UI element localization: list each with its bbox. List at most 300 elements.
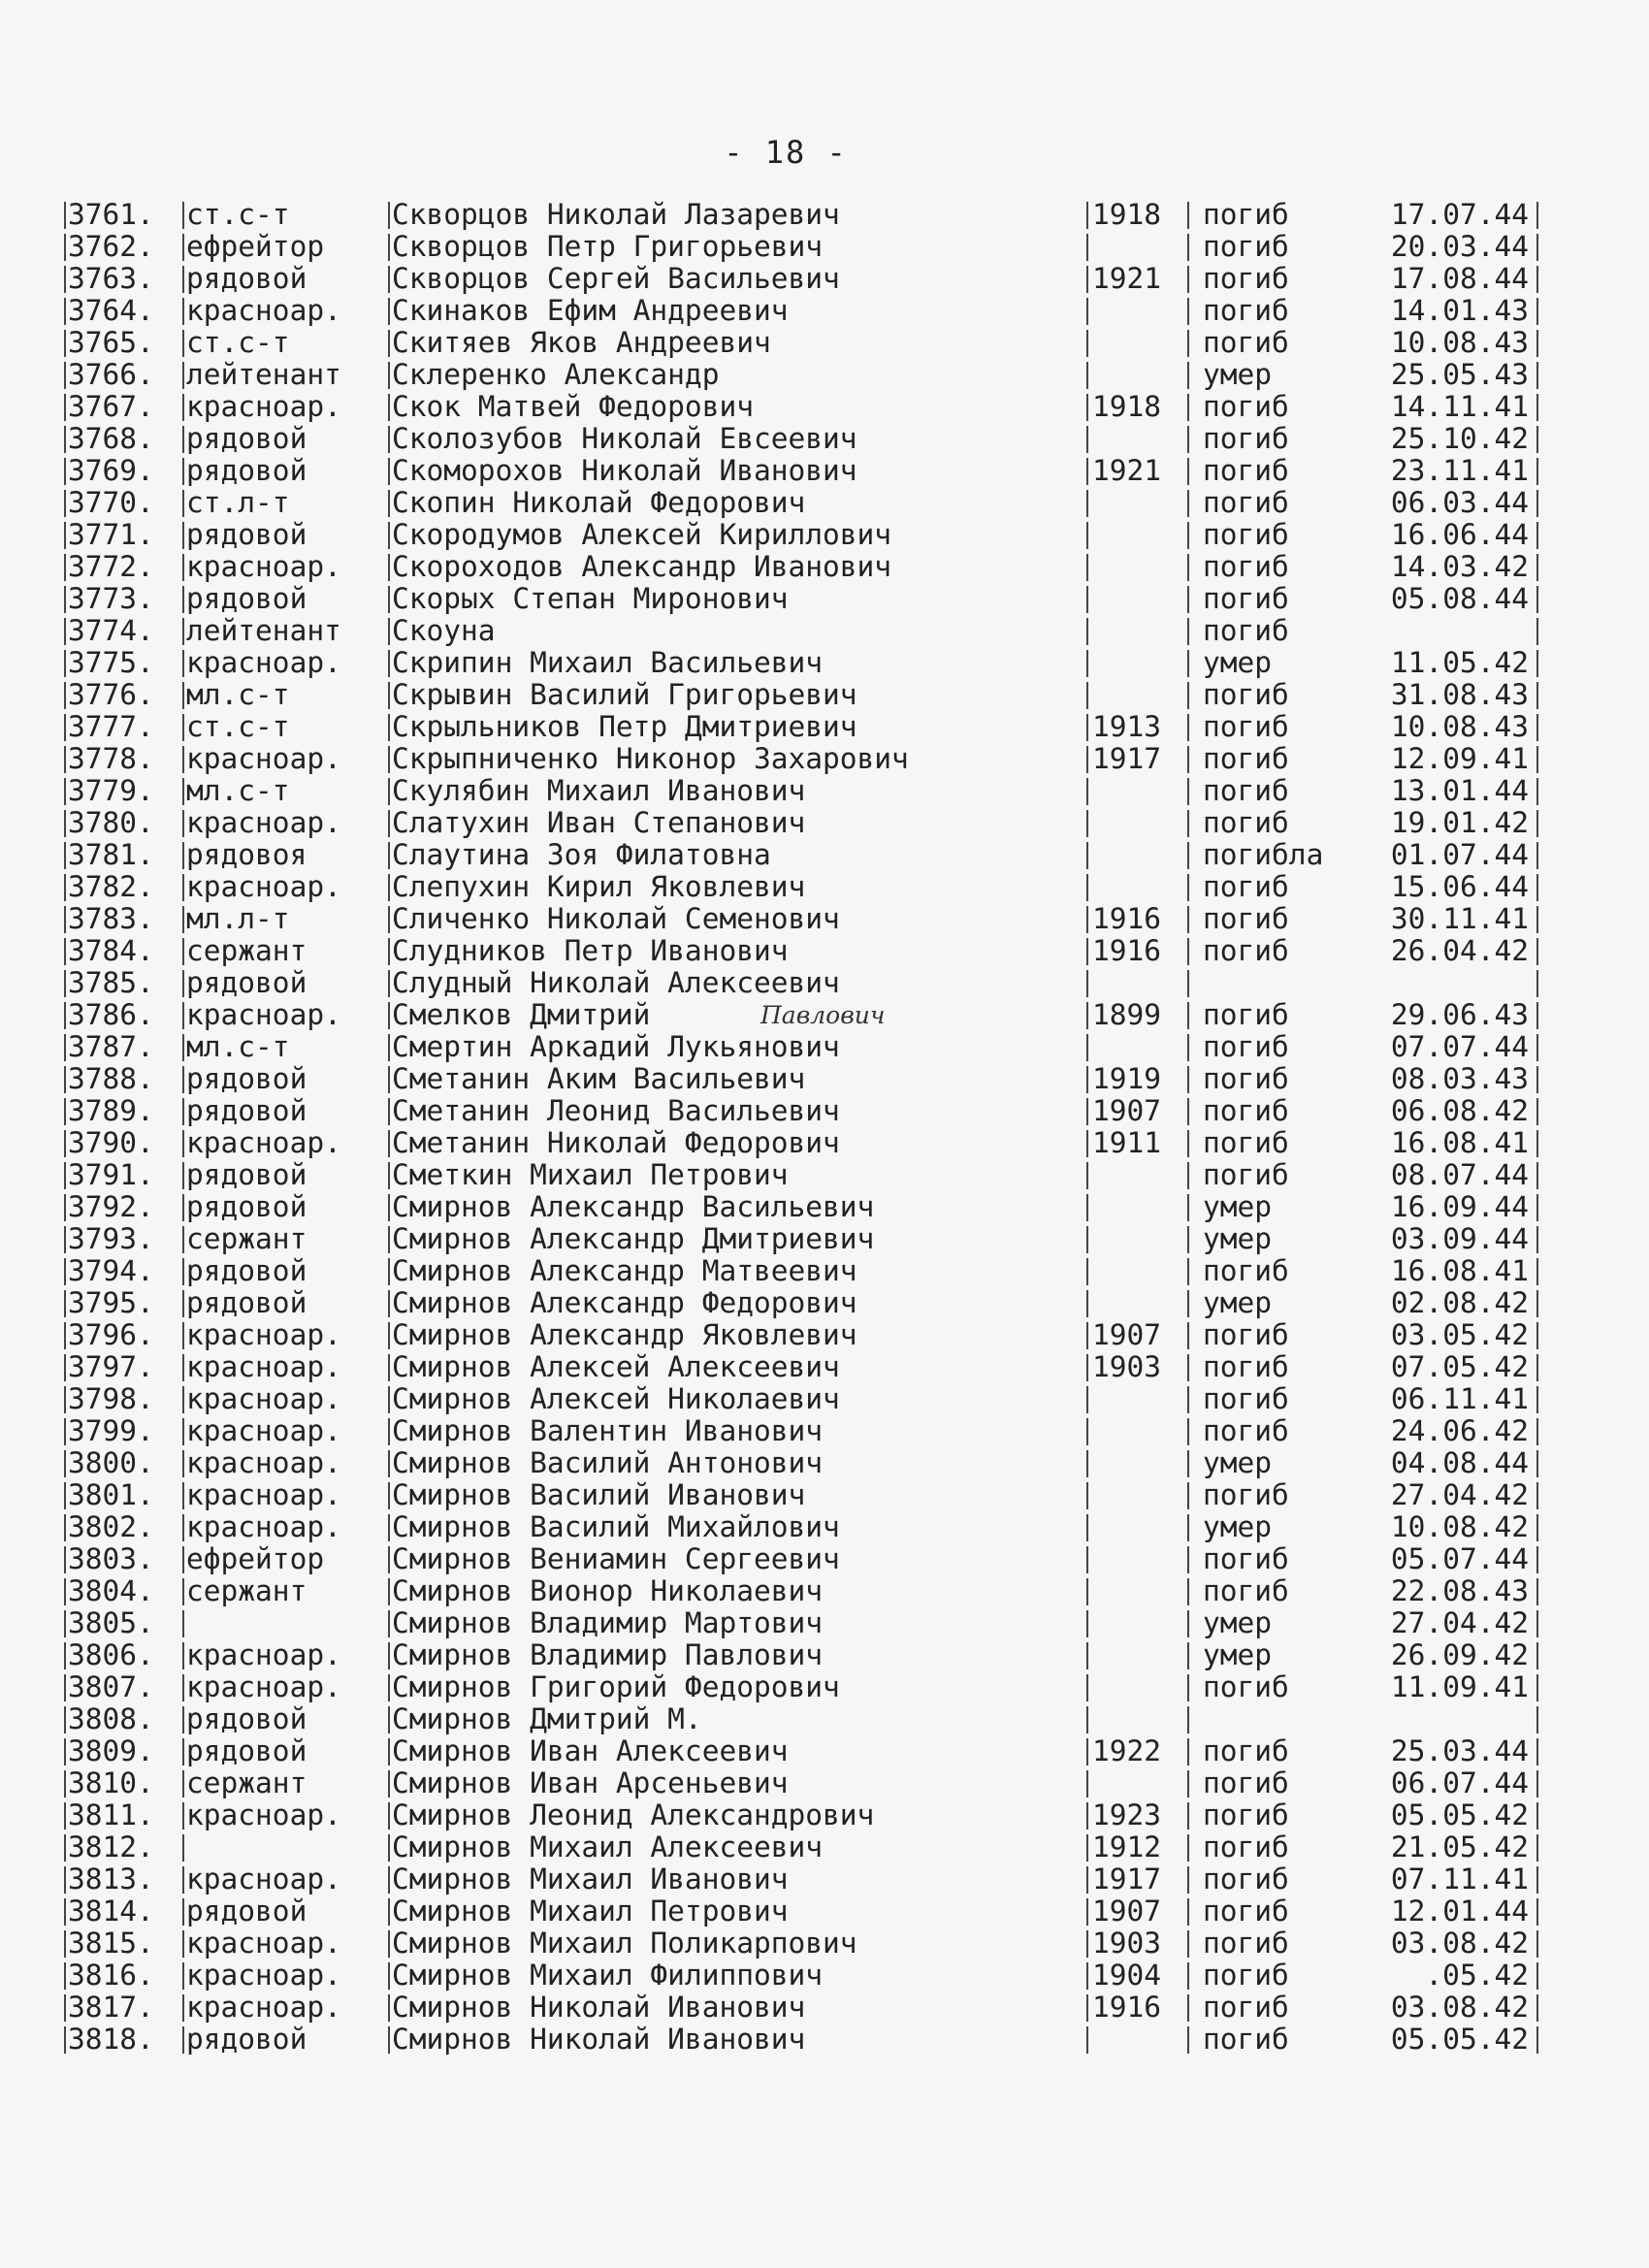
column-separator [1086,1706,1088,1733]
column-separator [1187,938,1189,965]
date: 12.09.41 [1390,742,1529,775]
column-separator [1536,1834,1538,1862]
full-name: Скородумов Алексей Кириллович [392,518,892,551]
column-separator [1187,1962,1189,1990]
date: 03.05.42 [1390,1318,1529,1351]
date: 07.11.41 [1390,1863,1529,1895]
status: погиб [1203,198,1289,231]
column-separator [388,1258,390,1285]
full-name: Скок Матвей Федорович [392,390,754,423]
date: 19.01.42 [1390,806,1529,839]
rank: красноар. [186,646,341,679]
list-row [64,1031,1548,1063]
column-separator [182,522,184,549]
column-separator [64,394,66,421]
record-number: 3796. [68,1318,154,1351]
column-separator [388,490,390,517]
full-name: Смирнов Валентин Иванович [392,1414,824,1447]
column-separator [1187,1098,1189,1125]
list-row [64,1095,1548,1127]
full-name: Сметкин Михаил Петрович [392,1158,789,1191]
rank: ст.л-т [186,486,290,519]
record-number: 3818. [68,2023,154,2056]
column-separator [1086,1066,1088,1093]
rank: красноар. [186,742,341,775]
column-separator [388,1674,390,1701]
rank: красноар. [186,1638,341,1671]
column-separator [1536,1866,1538,1894]
status: погиб [1203,326,1289,359]
column-separator [1086,522,1088,549]
column-separator [1086,1098,1088,1125]
full-name: Смирнов Алексей Алексеевич [392,1350,840,1383]
column-separator [1187,394,1189,421]
column-separator [1086,1898,1088,1926]
column-separator [1536,1962,1538,1990]
column-separator [1536,1642,1538,1669]
rank: мл.с-т [186,774,290,807]
date: 14.03.42 [1390,550,1529,583]
status: погиб [1203,1959,1289,1992]
birth-year: 1917 [1092,1863,1162,1895]
date: 06.07.44 [1390,1766,1529,1799]
column-separator [388,1962,390,1990]
column-separator [1086,1962,1088,1990]
column-separator [182,1642,184,1669]
full-name: Смирнов Иван Арсеньевич [392,1766,789,1799]
column-separator [182,1610,184,1637]
status: погиб [1203,998,1289,1031]
column-separator [1536,1130,1538,1157]
status: умер [1203,1286,1273,1319]
rank: рядовой [186,1734,307,1767]
full-name: Смирнов Михаил Филиппович [392,1959,824,1992]
column-separator [1536,1034,1538,1061]
record-number: 3769. [68,454,154,487]
column-separator [182,1098,184,1125]
list-row [64,903,1548,935]
list-row [64,871,1548,903]
birth-year: 1919 [1092,1062,1162,1095]
record-number: 3793. [68,1222,154,1255]
status: погиб [1203,1542,1289,1575]
column-separator [182,1002,184,1029]
record-number: 3788. [68,1062,154,1095]
date: 11.05.42 [1390,646,1529,679]
status: умер [1203,1606,1273,1639]
column-separator [1086,2026,1088,2054]
column-separator [1187,1578,1189,1605]
column-separator [64,1386,66,1413]
column-separator [64,1770,66,1798]
column-separator [1187,1770,1189,1798]
column-separator [388,1418,390,1445]
column-separator [1086,1418,1088,1445]
column-separator [1536,1194,1538,1221]
status: погиб [1203,902,1289,935]
column-separator [182,906,184,933]
record-number: 3791. [68,1158,154,1191]
status: погиб [1203,1831,1289,1863]
birth-year: 1907 [1092,1094,1162,1127]
record-number: 3792. [68,1190,154,1223]
column-separator [64,1546,66,1573]
column-separator [182,1674,184,1701]
full-name: Сметанин Леонид Васильевич [392,1094,840,1127]
date: 06.11.41 [1390,1382,1529,1415]
column-separator [388,458,390,485]
birth-year: 1918 [1092,198,1162,231]
column-separator [1086,1482,1088,1509]
date: 10.08.43 [1390,710,1529,743]
column-separator [1086,1034,1088,1061]
birth-year: 1907 [1092,1318,1162,1351]
column-separator [1086,234,1088,261]
birth-year: 1921 [1092,454,1162,487]
column-separator [1536,298,1538,325]
status: погиб [1203,710,1289,743]
rank: рядовой [186,1895,307,1928]
column-separator [388,426,390,453]
column-separator [1187,234,1189,261]
rank: красноар. [186,1318,341,1351]
column-separator [64,1258,66,1285]
column-separator [1086,330,1088,357]
rank: рядовой [186,1158,307,1191]
list-row [64,1799,1548,1831]
date: 03.08.42 [1390,1991,1529,2024]
column-separator [182,1898,184,1926]
column-separator [1086,394,1088,421]
record-number: 3813. [68,1863,154,1895]
column-separator [388,1610,390,1637]
status: погиб [1203,294,1289,327]
birth-year: 1916 [1092,902,1162,935]
column-separator [1086,362,1088,389]
column-separator [388,810,390,837]
date: 15.06.44 [1390,870,1529,903]
status: погиб [1203,1798,1289,1831]
casualty-list [64,199,1548,2056]
column-separator [64,586,66,613]
record-number: 3771. [68,518,154,551]
column-separator [388,1450,390,1477]
rank: рядовой [186,1286,307,1319]
column-separator [1086,1738,1088,1766]
column-separator [64,1130,66,1157]
column-separator [1086,490,1088,517]
column-separator [1086,1674,1088,1701]
column-separator [1536,1546,1538,1573]
date: 05.05.42 [1390,1798,1529,1831]
date: 23.11.41 [1390,454,1529,487]
column-separator [388,394,390,421]
column-separator [1187,586,1189,613]
full-name: Смирнов Александр Матвеевич [392,1254,857,1287]
column-separator [1187,490,1189,517]
column-separator [1536,266,1538,293]
column-separator [182,778,184,805]
record-number: 3790. [68,1126,154,1159]
column-separator [1187,266,1189,293]
list-row [64,1319,1548,1351]
record-number: 3770. [68,486,154,519]
column-separator [182,394,184,421]
column-separator [64,778,66,805]
record-number: 3780. [68,806,154,839]
column-separator [1086,810,1088,837]
rank: мл.с-т [186,678,290,711]
status: погиб [1203,1094,1289,1127]
column-separator [1536,1706,1538,1733]
column-separator [1187,298,1189,325]
column-separator [64,1994,66,2022]
column-separator [1086,1162,1088,1189]
column-separator [182,1770,184,1798]
column-separator [1536,1738,1538,1766]
column-separator [1086,1194,1088,1221]
column-separator [1086,650,1088,677]
list-row [64,1415,1548,1447]
column-separator [388,906,390,933]
date: 03.08.42 [1390,1927,1529,1960]
status: погиб [1203,230,1289,263]
column-separator [182,554,184,581]
date: 26.04.42 [1390,934,1529,967]
column-separator [388,1546,390,1573]
column-separator [64,1642,66,1669]
full-name: Смирнов Николай Иванович [392,2023,806,2056]
column-separator [1187,1322,1189,1349]
column-separator [182,1514,184,1541]
list-row [64,1928,1548,1960]
column-separator [388,1002,390,1029]
column-separator [1536,1098,1538,1125]
list-row [64,1575,1548,1607]
column-separator [1086,618,1088,645]
full-name: Смирнов Григорий Федорович [392,1670,840,1703]
column-separator [388,714,390,741]
column-separator [182,1450,184,1477]
column-separator [1187,1674,1189,1701]
status: погиб [1203,1734,1289,1767]
status: умер [1203,646,1273,679]
record-number: 3779. [68,774,154,807]
column-separator [1187,1418,1189,1445]
column-separator [1187,522,1189,549]
status: погиб [1203,1030,1289,1063]
list-row [64,1767,1548,1799]
column-separator [64,234,66,261]
column-separator [182,1322,184,1349]
record-number: 3776. [68,678,154,711]
column-separator [64,362,66,389]
list-row [64,1447,1548,1479]
column-separator [1086,1514,1088,1541]
column-separator [1187,650,1189,677]
column-separator [1086,970,1088,997]
column-separator [388,1034,390,1061]
list-row [64,551,1548,583]
column-separator [1536,1674,1538,1701]
column-separator [182,1802,184,1830]
status: погиб [1203,1062,1289,1095]
column-separator [1187,874,1189,901]
column-separator [182,362,184,389]
date: 02.08.42 [1390,1286,1529,1319]
date: 06.03.44 [1390,486,1529,519]
column-separator [1536,1802,1538,1830]
column-separator [182,330,184,357]
column-separator [1086,298,1088,325]
column-separator [1536,1322,1538,1349]
column-separator [1086,1578,1088,1605]
column-separator [388,682,390,709]
column-separator [1536,1226,1538,1253]
rank: мл.л-т [186,902,290,935]
column-separator [64,458,66,485]
column-separator [64,1738,66,1766]
column-separator [1536,1290,1538,1317]
column-separator [182,202,184,229]
column-separator [182,490,184,517]
column-separator [1187,682,1189,709]
column-separator [388,1578,390,1605]
list-row [64,807,1548,839]
record-number: 3817. [68,1991,154,2024]
column-separator [182,1738,184,1766]
column-separator [388,746,390,773]
rank: красноар. [186,390,341,423]
column-separator [64,1962,66,1990]
status: погиб [1203,1991,1289,2024]
date: 31.08.43 [1390,678,1529,711]
full-name: Сличенко Николай Семенович [392,902,840,935]
column-separator [388,1514,390,1541]
record-number: 3811. [68,1798,154,1831]
column-separator [1536,1258,1538,1285]
list-row [64,1063,1548,1095]
status: погиб [1203,2023,1289,2056]
column-separator [64,1802,66,1830]
rank: красноар. [186,998,341,1031]
list-row [64,1543,1548,1575]
status: умер [1203,1638,1273,1671]
date: 05.07.44 [1390,1542,1529,1575]
status: погиб [1203,774,1289,807]
rank: сержант [186,934,307,967]
full-name: Скрыльников Петр Дмитриевич [392,710,857,743]
list-row [64,839,1548,871]
column-separator [1187,1706,1189,1733]
column-separator [388,874,390,901]
rank: рядовой [186,966,307,999]
column-separator [1086,1834,1088,1862]
column-separator [182,746,184,773]
date: 07.05.42 [1390,1350,1529,1383]
column-separator [64,1930,66,1958]
date: 14.11.41 [1390,390,1529,423]
record-number: 3761. [68,198,154,231]
column-separator [1536,746,1538,773]
column-separator [1187,1930,1189,1958]
column-separator [1187,1386,1189,1413]
column-separator [1086,1386,1088,1413]
status: погиб [1203,678,1289,711]
column-separator [1187,1290,1189,1317]
column-separator [1086,938,1088,965]
date: 16.08.41 [1390,1126,1529,1159]
column-separator [182,1962,184,1990]
date: 25.05.43 [1390,358,1529,391]
column-separator [1086,842,1088,869]
list-row [64,1383,1548,1415]
column-separator [1086,1642,1088,1669]
full-name: Скоморохов Николай Иванович [392,454,857,487]
rank: рядовой [186,2023,307,2056]
status: погиб [1203,934,1289,967]
record-number: 3798. [68,1382,154,1415]
rank: ст.с-т [186,198,290,231]
list-row [64,327,1548,359]
rank: красноар. [186,550,341,583]
column-separator [1536,1770,1538,1798]
record-number: 3782. [68,870,154,903]
column-separator [1187,970,1189,997]
column-separator [1187,618,1189,645]
status: погиб [1203,1670,1289,1703]
column-separator [182,2026,184,2054]
column-separator [182,1162,184,1189]
status: погиб [1203,262,1289,295]
status: погиб [1203,1158,1289,1191]
status: умер [1203,1446,1273,1479]
rank: лейтенант [186,358,341,391]
column-separator [1187,1194,1189,1221]
column-separator [1536,970,1538,997]
full-name: Скоуна [392,614,496,647]
column-separator [64,810,66,837]
list-row [64,519,1548,551]
column-separator [182,1130,184,1157]
column-separator [64,746,66,773]
column-separator [1086,266,1088,293]
column-separator [1536,842,1538,869]
full-name: Смирнов Александр Яковлевич [392,1318,857,1351]
list-row [64,647,1548,679]
date: 04.08.44 [1390,1446,1529,1479]
status: умер [1203,1190,1273,1223]
column-separator [1086,202,1088,229]
record-number: 3765. [68,326,154,359]
list-row [64,583,1548,615]
record-number: 3801. [68,1478,154,1511]
full-name: Скороходов Александр Иванович [392,550,892,583]
record-number: 3789. [68,1094,154,1127]
column-separator [388,1802,390,1830]
column-separator [182,1706,184,1733]
column-separator [388,938,390,965]
list-row [64,743,1548,775]
column-separator [64,1066,66,1093]
full-name: Скитяев Яков Андреевич [392,326,771,359]
column-separator [1187,1034,1189,1061]
date: 17.07.44 [1390,198,1529,231]
rank: красноар. [186,806,341,839]
column-separator [388,1898,390,1926]
list-row [64,711,1548,743]
column-separator [64,682,66,709]
